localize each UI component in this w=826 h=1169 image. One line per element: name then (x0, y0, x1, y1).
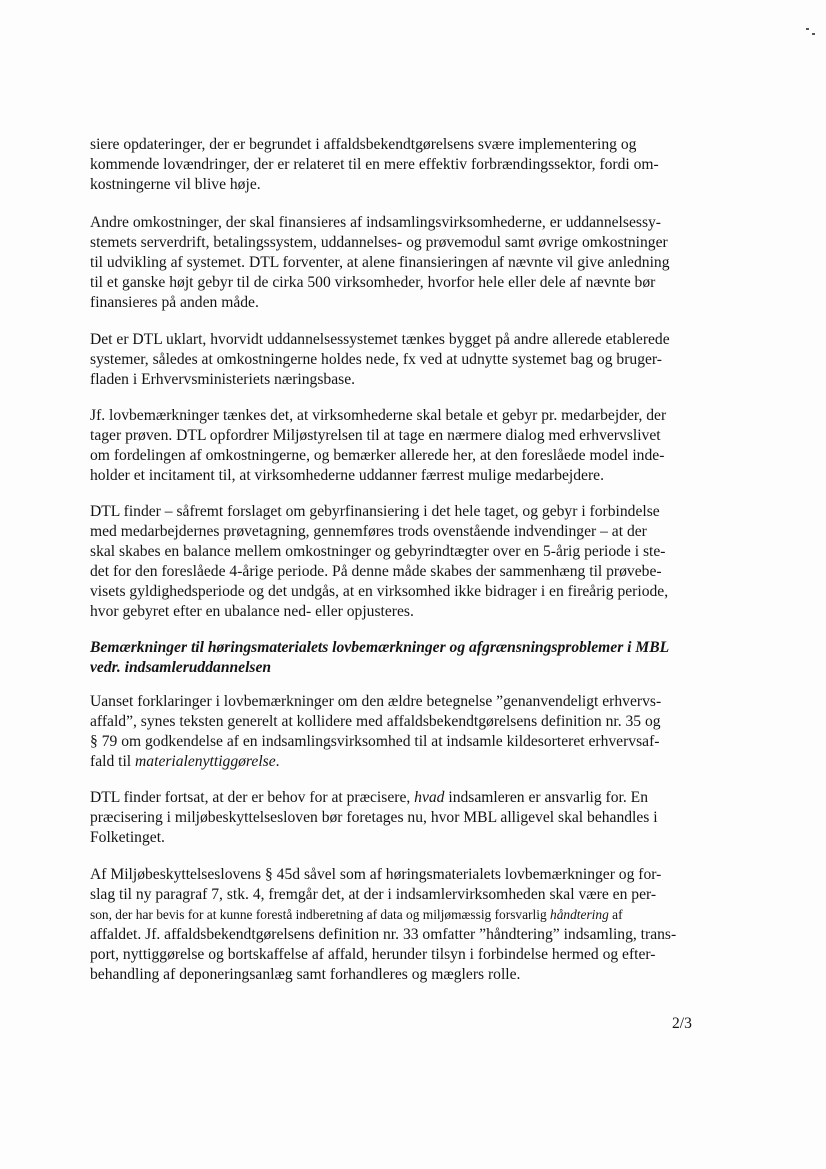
text-line: om fordelingen af omkostningerne, og bemærker allerede her, at den foreslåede model inde- (90, 447, 665, 464)
page-number: 2/3 (672, 1015, 692, 1032)
text-line: Det er DTL uklart, hvorvidt uddannelsessystemet tænkes bygget på andre allerede etablerede (90, 331, 670, 348)
text-line: med medarbejdernes prøvetagning, gennemføres trods ovenstående indvendinger – at der (90, 523, 647, 540)
text-line: finansieres på anden måde. (90, 294, 259, 311)
text-line (90, 905, 730, 925)
paragraph-7 (90, 788, 730, 848)
paragraph-4 (90, 406, 730, 486)
text-fragment: DTL finder fortsat, at der er behov for at præcisere, (90, 789, 415, 806)
italic-term: håndtering (550, 907, 609, 922)
text-line: Jf. lovbemærkninger tænkes det, at virksomhederne skal betale et gebyr pr. medarbejder, der (90, 407, 667, 424)
italic-term: materialenyttiggørelse (135, 753, 276, 770)
text-line: Andre omkostninger, der skal finansieres af indsamlingsvirksomhederne, er uddannelsessy- (90, 214, 661, 231)
text-line: affald”, synes teksten generelt at kollidere med affaldsbekendtgørelsens definition nr. 35 og (90, 713, 661, 730)
text-fragment: . (275, 753, 280, 770)
text-line: systemer, således at omkostningerne holdes nede, fx ved at udnytte systemet bag og bruger- (90, 351, 662, 368)
text-line: fladen i Erhvervsministeriets næringsbase. (90, 371, 356, 388)
paragraph-2 (90, 213, 730, 313)
text-fragment: fald til (90, 753, 136, 770)
text-fragment: son, der har bevis for at kunne forestå indberetning af data og miljømæssig forsvarlig (90, 907, 551, 922)
text-line: slag til ny paragraf 7, stk. 4, fremgår det, at der i indsamlervirksomheden skal være en per- (90, 886, 657, 903)
text-line: præcisering i miljøbeskyttelsesloven bør foretages nu, hvor MBL alligevel skal behandles i (90, 809, 658, 826)
paragraph-5 (90, 502, 730, 622)
text-line: holder et incitament til, at virksomhederne uddanner færrest mulige medarbejdere. (90, 467, 604, 484)
paragraph-1 (90, 135, 730, 195)
text-line: visets gyldighedsperiode og det undgås, at en virksomhed ikke bidrager i en fireårig periode, (90, 583, 669, 600)
text-line: DTL finder – såfremt forslaget om gebyrfinansiering i det hele taget, og gebyr i forbindelse (90, 503, 660, 520)
text-line: affaldet. Jf. affaldsbekendtgørelsens definition nr. 33 omfatter ”håndtering” indsamling, trans- (90, 926, 677, 943)
text-line: skal skabes en balance mellem omkostninger og gebyrindtægter over en 5-årig periode i ste- (90, 543, 666, 560)
text-line: hvor gebyret efter en ubalance ned- eller opjusteres. (90, 603, 414, 620)
section-heading (90, 638, 730, 678)
text-fragment: indsamleren er ansvarlig for. En (444, 789, 649, 806)
text-line: Uanset forklaringer i lovbemærkninger om den ældre betegnelse ”genanvendeligt erhvervs- (90, 693, 662, 710)
text-line: siere opdateringer, der er begrundet i affaldsbekendtgørelsens svære implementering og (90, 136, 637, 153)
paragraph-3 (90, 330, 730, 390)
text-line (90, 788, 730, 808)
text-line: til et ganske højt gebyr til de cirka 500 virksomheder, hvorfor hele eller dele af nævnte bør (90, 274, 656, 291)
paragraph-6 (90, 692, 730, 772)
heading-line: vedr. indsamleruddannelsen (90, 659, 272, 676)
scan-mark (812, 33, 815, 35)
text-line: Folketinget. (90, 829, 165, 846)
text-line: til udvikling af systemet. DTL forventer, at alene finansieringen af nævnte vil give anledning (90, 254, 670, 271)
italic-term: hvad (414, 789, 445, 806)
text-line (90, 752, 730, 772)
text-line: tager prøven. DTL opfordrer Miljøstyrelsen til at tage en nærmere dialog med erhvervslivet (90, 427, 661, 444)
text-fragment: af (608, 907, 623, 922)
heading-line: Bemærkninger til høringsmaterialets lovbemærkninger og afgrænsningsproblemer i MBL (90, 639, 670, 656)
text-line: port, nyttiggørelse og bortskaffelse af affald, herunder tilsyn i forbindelse hermed og efter- (90, 946, 656, 963)
paragraph-8 (90, 865, 730, 985)
text-line: § 79 om godkendelse af en indsamlingsvirksomhed til at indsamle kildesorteret erhvervsaf- (90, 733, 660, 750)
text-line: behandling af deponeringsanlæg samt forhandleres og mæglers rolle. (90, 966, 521, 983)
text-line: kostningerne vil blive høje. (90, 176, 261, 193)
scan-mark (806, 28, 809, 30)
text-line: stemets serverdrift, betalingssystem, uddannelses- og prøvemodul samt øvrige omkostninger (90, 234, 668, 251)
text-line: det for den foreslåede 4-årige periode. På denne måde skabes der sammenhæng til prøvebe- (90, 563, 662, 580)
text-line: Af Miljøbeskyttelseslovens § 45d såvel som af høringsmaterialets lovbemærkninger og for- (90, 866, 662, 883)
text-line: kommende lovændringer, der er relateret til en mere effektiv forbrændingssektor, fordi om- (90, 156, 659, 173)
